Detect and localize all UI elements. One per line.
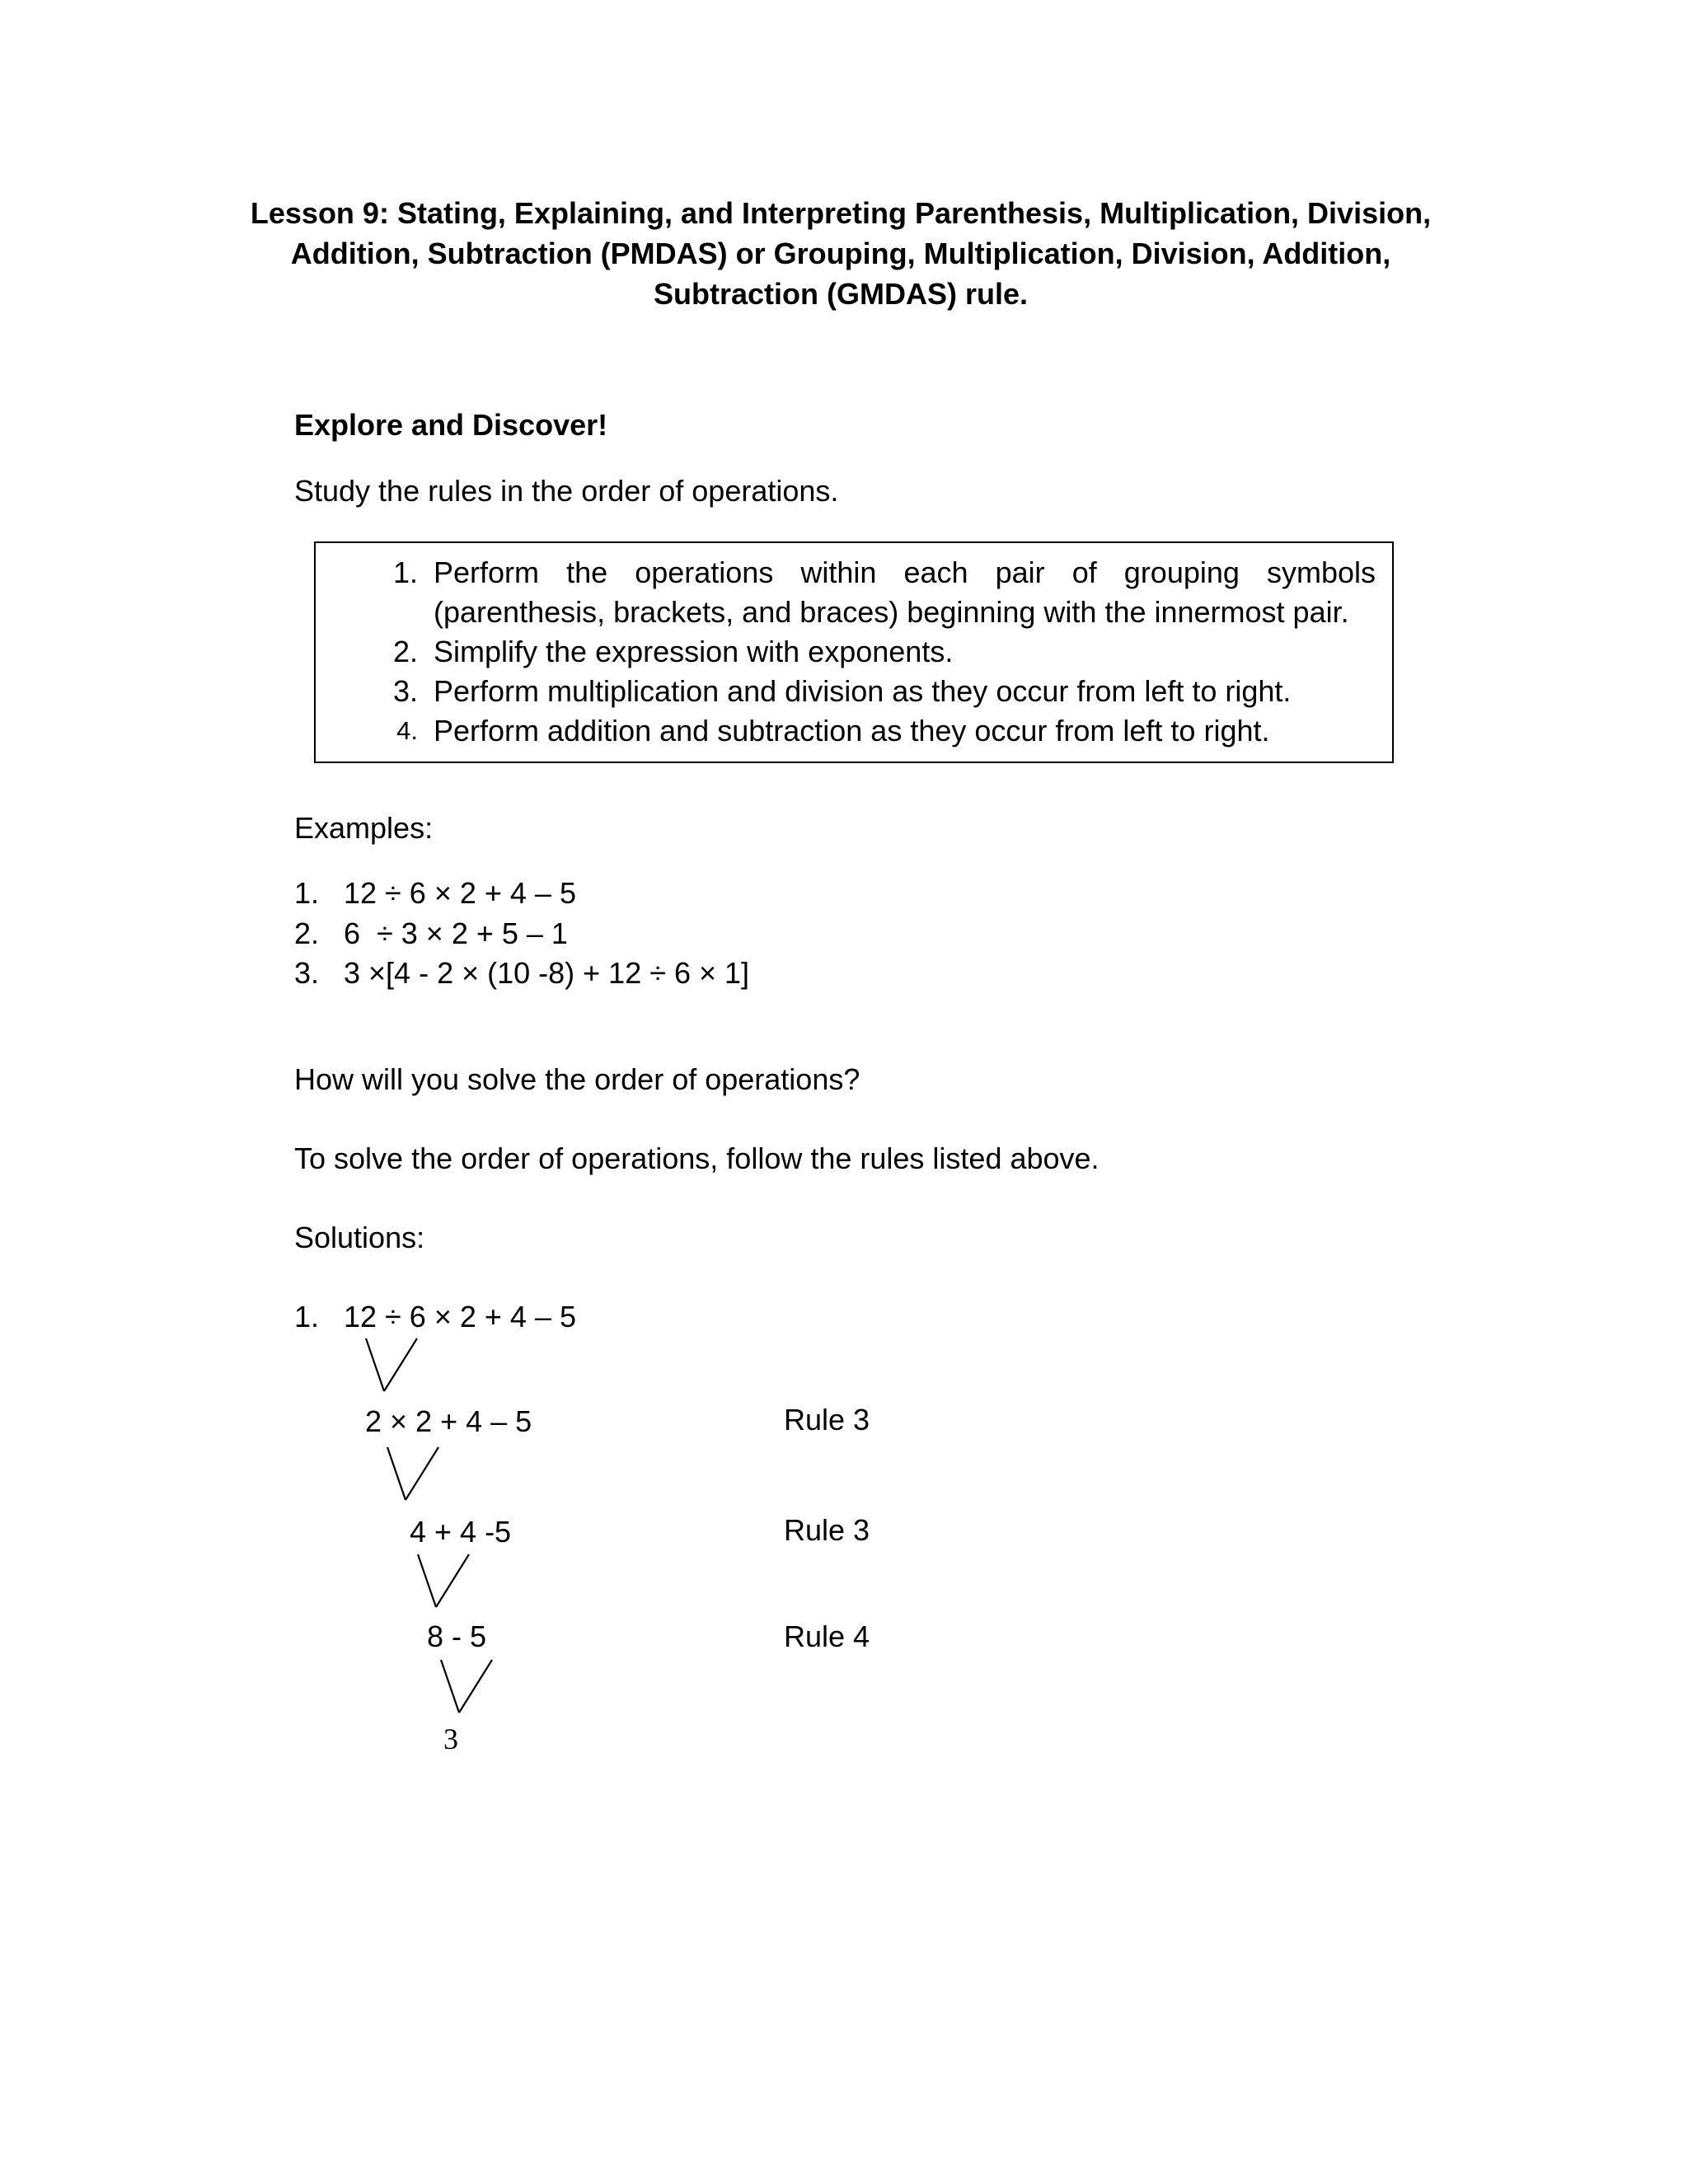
step-connector — [384, 1444, 442, 1503]
explore-heading: Explore and Discover! — [294, 408, 608, 442]
final-result: 3 — [443, 1722, 458, 1755]
example-expression: 12 ÷ 6 × 2 + 4 – 5 — [344, 876, 576, 910]
step-connector — [415, 1551, 472, 1610]
step-connector — [438, 1657, 495, 1716]
rule-2-text: Simplify the expression with exponents. — [434, 635, 954, 668]
question-text: How will you solve the order of operations? — [294, 1062, 860, 1096]
study-text: Study the rules in the order of operations. — [294, 474, 839, 508]
rule-3-text: Perform multiplication and division as they occur from left to right. — [434, 674, 1292, 708]
step-rule: Rule 3 — [784, 1403, 870, 1436]
rule-number: 4. — [396, 716, 418, 745]
title-line-3: Subtraction (GMDAS) rule. — [653, 277, 1028, 311]
lesson-title — [181, 193, 1500, 314]
step-rule: Rule 4 — [784, 1619, 870, 1653]
rule-1-line-1: Perform the operations within each pair of grouping symbols — [434, 555, 1376, 589]
solution-number: 1. — [294, 1300, 320, 1333]
title-line-2: Addition, Subtraction (PMDAS) or Grouping, Multiplication, Division, Addition, — [290, 237, 1391, 270]
step-expression: 8 - 5 — [427, 1619, 487, 1653]
step-expression: 2 × 2 + 4 – 5 — [365, 1404, 532, 1438]
examples-label: Examples: — [294, 811, 434, 845]
example-number: 3. — [294, 956, 320, 990]
step-rule: Rule 3 — [784, 1513, 870, 1547]
step-connector — [363, 1335, 420, 1394]
rule-4-text: Perform addition and subtraction as they occur from left to right. — [434, 714, 1270, 748]
step-expression: 4 + 4 -5 — [410, 1515, 512, 1549]
example-number: 1. — [294, 876, 320, 910]
solution-expression: 12 ÷ 6 × 2 + 4 – 5 — [344, 1300, 576, 1333]
example-number: 2. — [294, 916, 320, 950]
example-expression: 3 ×[4 - 2 × (10 -8) + 12 ÷ 6 × 1] — [344, 956, 750, 990]
example-expression: 6 ÷ 3 × 2 + 5 – 1 — [344, 916, 568, 950]
rule-number: 1. — [392, 555, 418, 589]
rule-number: 2. — [392, 635, 418, 668]
rules-box — [314, 541, 1394, 763]
rule-1-line-2: (parenthesis, brackets, and braces) beginning with the innermost pair. — [434, 595, 1349, 629]
title-line-1: Lesson 9: Stating, Explaining, and Interpreting Parenthesis, Multiplication, Division, — [250, 196, 1432, 230]
rule-number: 3. — [392, 674, 418, 708]
solutions-label: Solutions: — [294, 1221, 425, 1254]
answer-text: To solve the order of operations, follow the rules listed above. — [294, 1141, 1100, 1175]
